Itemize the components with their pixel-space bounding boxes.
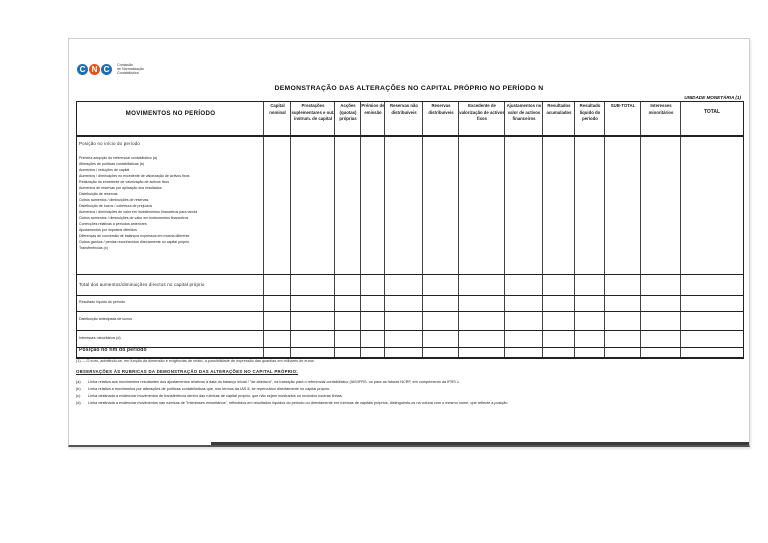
- table-row-label: Alterações de políticas contabilísticas (b): [79, 162, 145, 166]
- column-header: Capital nominal: [269, 103, 286, 115]
- column-header: SUB-TOTAL: [610, 103, 636, 108]
- table-row-label: Realização do excedente de valorização de activos fixos: [79, 180, 170, 184]
- table-row-label: Distribuição antecipada de lucros: [79, 317, 132, 321]
- logo-letter: N: [89, 64, 100, 75]
- table-row-label: Correcções relativas a períodos anteriores: [79, 222, 147, 226]
- table-row-label: Aumentos / diminuições de valor em investimentos financeiros para venda: [79, 210, 198, 214]
- page-bottom-bar: [211, 442, 749, 445]
- observations-title: OBSERVAÇÕES ÀS RUBRICAS DA DEMONSTRAÇÃO DAS ALTERAÇÕES NO CAPITAL PRÓPRIO:: [76, 369, 299, 374]
- logo-letters: [77, 64, 112, 75]
- unit-label: UNIDADE MONETÁRIA (1): [684, 95, 741, 100]
- column-header: Reservas distribuíveis: [428, 103, 454, 115]
- logo-letter: C: [101, 64, 112, 75]
- table-row-label: Transferências (c): [79, 246, 108, 250]
- observation-item: (a) Linha relativa aos movimentos resultantes dos ajustamentos relativos à data do balanço inicial / "de abertura", na transição para o referencial contabilístico (IAS/IFRS, ou para as futuras NCRF, em cumprimento da IFRS 1.: [76, 380, 461, 384]
- observation-item: (d) Linha destinada a evidenciar movimentos nas rubricas de "Interesses minoritários", reflectidos em resultados líquidos do período ou directamente em rubricas de capitais próprios, distinguindo-os na coluna com o mesmo nome, que reflecte a posição: [76, 401, 508, 405]
- logo-letter: C: [77, 64, 88, 75]
- table-row-label: Aumentos / diminuições no excedente de valorização de activos fixos: [79, 174, 190, 178]
- column-header: Ajustamentos no valor de activos financeiros: [506, 103, 542, 122]
- table-row-label: Aumentos / reduções de capital: [79, 168, 130, 172]
- table-row-label: Diferenças de conversão de balanços expressos em moeda diferente: [79, 234, 190, 238]
- table-row-label: Outros aumentos / diminuições de valor em instrumentos financeiros: [79, 216, 189, 220]
- column-header: Resultados acumulados: [546, 103, 572, 115]
- table-row-label: Outros aumentos / diminuições de reservas: [79, 198, 149, 202]
- column-header: Resultado líquido do período: [579, 103, 601, 122]
- document-page: [68, 38, 750, 447]
- table-row-label: Posição no início do período: [79, 141, 141, 146]
- table-row-label: Posição no fim do período: [79, 347, 147, 353]
- column-header: Interesses minoritários: [648, 103, 674, 115]
- currency-footnote: (1) — O euro, admitindo-se, em função da dimensão e exigências de relato, a possibilidade de expressão das quantias em milhares de euros: [76, 359, 314, 363]
- table-row-label: Outros ganhos / perdas reconhecidos directamente no capital próprio: [79, 240, 190, 244]
- table-row-label: Distribuição de lucros / cobertura de prejuízos: [79, 204, 153, 208]
- column-header: Excedente de valorização de activos fixos: [459, 103, 505, 122]
- table-row-label: Total dos aumentos/diminuições directos no capital próprio: [79, 282, 205, 287]
- table-row-label: Resultado líquido do período: [79, 300, 125, 304]
- movements-header: MOVIMENTOS NO PERÍODO: [125, 110, 216, 117]
- statement-table: [76, 101, 744, 359]
- table-row-label: Aumentos de reservas por aplicação dos resultados: [79, 186, 162, 190]
- logo-text: Comissão de Normalização Contabilística: [117, 63, 144, 76]
- column-header: Acções (quotas) próprias: [339, 103, 357, 122]
- column-header: Reservas não distribuíveis: [390, 103, 418, 115]
- table-row-label: Distribuição de reservas: [79, 192, 118, 196]
- cnc-logo: [77, 63, 144, 76]
- observation-item: (b) Linha relativa a movimentos por alterações de políticas contabilísticas que, nos termos da IAS 8, se repercutam directamente no capital próprio.: [76, 387, 331, 391]
- column-header: TOTAL: [703, 109, 721, 115]
- column-header: Prémios de emissão: [361, 103, 385, 115]
- observation-item: (c) Linha destinada a evidenciar movimentos de transferência dentro das rubricas de capital próprio, que não sejam mostrados ou incluídos noutras linhas.: [76, 394, 343, 398]
- table-row-label: Primeira adopção do referencial contabilístico (a): [79, 156, 158, 160]
- table-row-label: Ajustamentos por impostos diferidos: [79, 228, 137, 232]
- document-title: DEMONSTRAÇÃO DAS ALTERAÇÕES NO CAPITAL PRÓPRIO NO PERÍODO N: [274, 85, 544, 92]
- table-row-label: Interesses minoritários (d): [79, 336, 121, 340]
- column-header: Prestações suplementares e out. instrum. de capital: [291, 103, 335, 122]
